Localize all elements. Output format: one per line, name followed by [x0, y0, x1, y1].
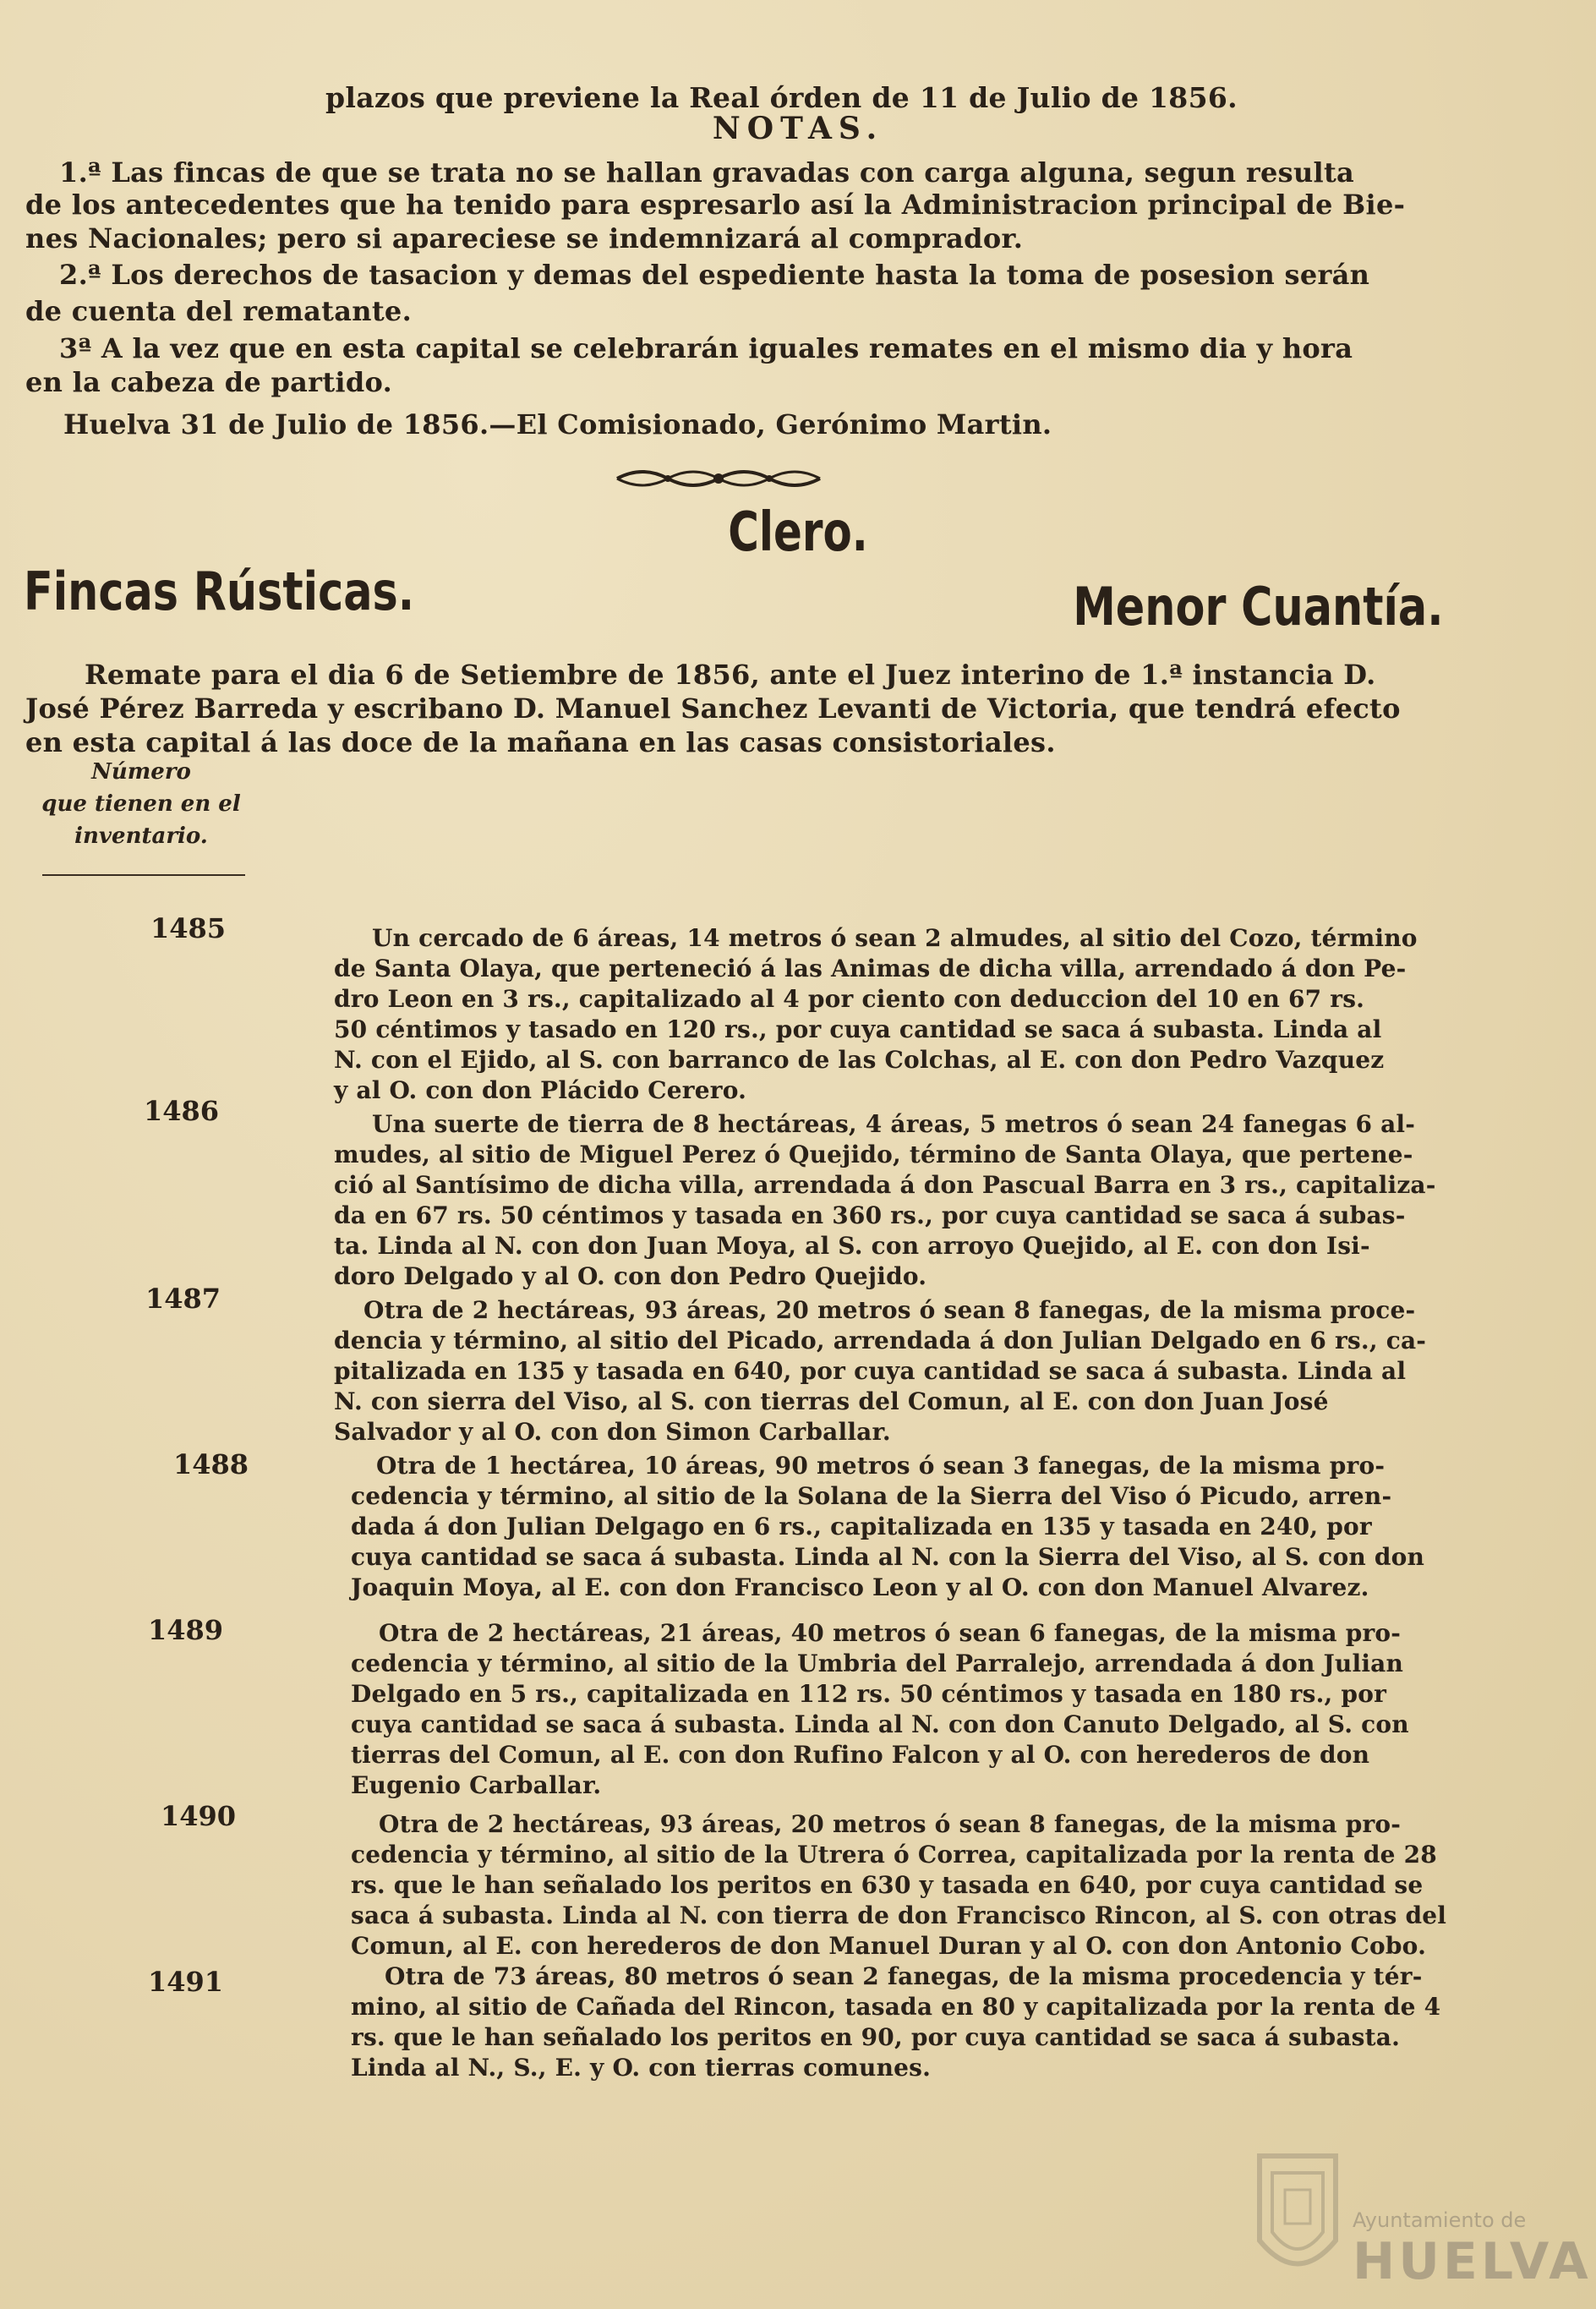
entry-text-line: cedencia y término, al sitio de la Utrera ó Correa, capitalizada por la renta de 28 [351, 1841, 1437, 1869]
entry-text-line: Salvador y al O. con don Simon Carballar. [334, 1418, 891, 1446]
entry-text-line: 50 céntimos y tasado en 120 rs., por cuya cantidad se saca á subasta. Linda al [334, 1015, 1382, 1043]
entry-text-line: de Santa Olaya, que perteneció á las Animas de dicha villa, arrendado á don Pe- [334, 955, 1407, 982]
entry-text-line: dro Leon en 3 rs., capitalizado al 4 por ciento con deduccion del 10 en 67 rs. [334, 985, 1365, 1013]
entry-text-line: tierras del Comun, al E. con don Rufino Falcon y al O. con herederos de don [351, 1741, 1370, 1769]
entry-text-line: cedencia y término, al sitio de la Umbria del Parralejo, arrendada á don Julian [351, 1650, 1404, 1677]
entry-text-line: Comun, al E. con herederos de don Manuel Duran y al O. con don Antonio Cobo. [351, 1932, 1427, 1960]
entry-text-line: Otra de 2 hectáreas, 93 áreas, 20 metros ó sean 8 fanegas, de la misma proce- [363, 1296, 1416, 1324]
entry-text-line: Delgado en 5 rs., capitalizada en 112 rs. 50 céntimos y tasada en 180 rs., por [351, 1680, 1387, 1708]
notas-title: NOTAS. [712, 111, 884, 146]
menor-cuantia-title: Menor Cuantía. [1073, 576, 1444, 637]
remate-line: José Pérez Barreda y escribano D. Manuel Sanchez Levanti de Victoria, que tendrá efecto [25, 692, 1401, 725]
entry-text-line: Otra de 2 hectáreas, 93 áreas, 20 metros ó sean 8 fanegas, de la misma pro- [379, 1810, 1402, 1838]
nota-signature: Huelva 31 de Julio de 1856.—El Comisionado, Gerónimo Martin. [63, 408, 1052, 440]
entry-text-line: rs. que le han señalado los peritos en 630 y tasada en 640, por cuya cantidad se [351, 1871, 1424, 1899]
entry-text-line: cuya cantidad se saca á subasta. Linda al N. con don Canuto Delgado, al S. con [351, 1710, 1409, 1738]
entry-text-line: ció al Santísimo de dicha villa, arrendada á don Pascual Barra en 3 rs., capitaliza- [334, 1171, 1436, 1199]
nota-line: 1.ª Las fincas de que se trata no se hallan gravadas con carga alguna, segun resulta [59, 156, 1355, 189]
entry-text-line: Linda al N., S., E. y O. con tierras comunes. [351, 2054, 932, 2082]
entry-number: 1488 [173, 1448, 249, 1480]
entry-text-line: y al O. con don Plácido Cerero. [334, 1076, 747, 1104]
entry-text-line: pitalizada en 135 y tasada en 640, por cuya cantidad se saca á subasta. Linda al [334, 1357, 1407, 1385]
remate-line: en esta capital á las doce de la mañana en las casas consistoriales. [25, 726, 1056, 758]
column-header-line: que tienen en el [41, 791, 241, 817]
entry-text-line: Un cercado de 6 áreas, 14 metros ó sean 2 almudes, al sitio del Cozo, término [372, 924, 1418, 952]
entry-text-line: doro Delgado y al O. con don Pedro Quejido. [334, 1262, 927, 1290]
entry-text-line: N. con el Ejido, al S. con barranco de las Colchas, al E. con don Pedro Vazquez [334, 1046, 1385, 1074]
remate-line: Remate para el dia 6 de Setiembre de 1856, ante el Juez interino de 1.ª instancia D. [85, 659, 1376, 691]
watermark-line2: HUELVA [1353, 2232, 1592, 2291]
entry-text-line: Otra de 2 hectáreas, 21 áreas, 40 metros ó sean 6 fanegas, de la misma pro- [379, 1619, 1402, 1647]
entry-text-line: rs. que le han señalado los peritos en 90, por cuya cantidad se saca á subasta. [351, 2023, 1401, 2051]
nota-line: de los antecedentes que ha tenido para espresarlo así la Administracion principal de Bie- [25, 189, 1406, 221]
nota-line: 2.ª Los derechos de tasacion y demas del espediente hasta la toma de posesion serán [59, 259, 1370, 291]
entry-text-line: cedencia y término, al sitio de la Solana de la Sierra del Viso ó Picudo, arren- [351, 1482, 1392, 1510]
entry-number: 1490 [161, 1800, 237, 1832]
nota-line: de cuenta del rematante. [25, 295, 413, 327]
nota-line: nes Nacionales; pero si apareciese se indemnizará al comprador. [25, 222, 1024, 254]
entry-number: 1486 [144, 1095, 220, 1127]
entry-text-line: da en 67 rs. 50 céntimos y tasada en 360 rs., por cuya cantidad se saca á subas- [334, 1201, 1406, 1229]
watermark-line1: Ayuntamiento de [1353, 2208, 1527, 2232]
entry-text-line: Joaquin Moya, al E. con don Francisco Leon y al O. con don Manuel Alvarez. [351, 1573, 1369, 1601]
entry-text-line: dencia y término, al sitio del Picado, arrendada á don Julian Delgado en 6 rs., ca- [334, 1327, 1427, 1354]
entry-number: 1487 [145, 1283, 221, 1315]
entry-number: 1491 [148, 1966, 224, 1998]
entry-number: 1485 [150, 912, 227, 944]
entry-text-line: cuya cantidad se saca á subasta. Linda al N. con la Sierra del Viso, al S. con don [351, 1543, 1425, 1571]
entry-text-line: N. con sierra del Viso, al S. con tierras del Comun, al E. con don Juan José [334, 1387, 1329, 1415]
entry-text-line: Una suerte de tierra de 8 hectáreas, 4 áreas, 5 metros ó sean 24 fanegas 6 al- [372, 1110, 1416, 1138]
section-title: Clero. [728, 501, 868, 564]
column-header-line: Número [91, 759, 191, 785]
entry-text-line: ta. Linda al N. con don Juan Moya, al S. con arroyo Quejido, al E. con don Isi- [334, 1232, 1370, 1260]
entry-text-line: dada á don Julian Delgago en 6 rs., capitalizada en 135 y tasada en 240, por [351, 1513, 1372, 1540]
column-header-line: inventario. [74, 823, 208, 849]
entry-text-line: mino, al sitio de Cañada del Rincon, tasada en 80 y capitalizada por la renta de 4 [351, 1993, 1441, 2021]
nota-line: en la cabeza de partido. [25, 366, 393, 398]
entry-text-line: mudes, al sitio de Miguel Perez ó Quejido, término de Santa Olaya, que pertene- [334, 1141, 1413, 1168]
ornament-divider [609, 463, 828, 494]
entry-number: 1489 [148, 1614, 224, 1646]
intro-line: plazos que previene la Real órden de 11 de Julio de 1856. [325, 81, 1238, 114]
entry-text-line: Eugenio Carballar. [351, 1771, 602, 1799]
entry-text-line: saca á subasta. Linda al N. con tierra de don Francisco Rincon, al S. con otras del [351, 1901, 1447, 1929]
entry-text-line: Otra de 1 hectárea, 10 áreas, 90 metros ó sean 3 fanegas, de la misma pro- [376, 1452, 1386, 1480]
column-rule [42, 874, 245, 876]
entry-text-line: Otra de 73 áreas, 80 metros ó sean 2 fanegas, de la misma procedencia y tér- [385, 1962, 1423, 1990]
fincas-title: Fincas Rústicas. [24, 561, 415, 622]
nota-line: 3ª A la vez que en esta capital se celebrarán iguales remates en el mismo dia y hora [59, 332, 1353, 364]
